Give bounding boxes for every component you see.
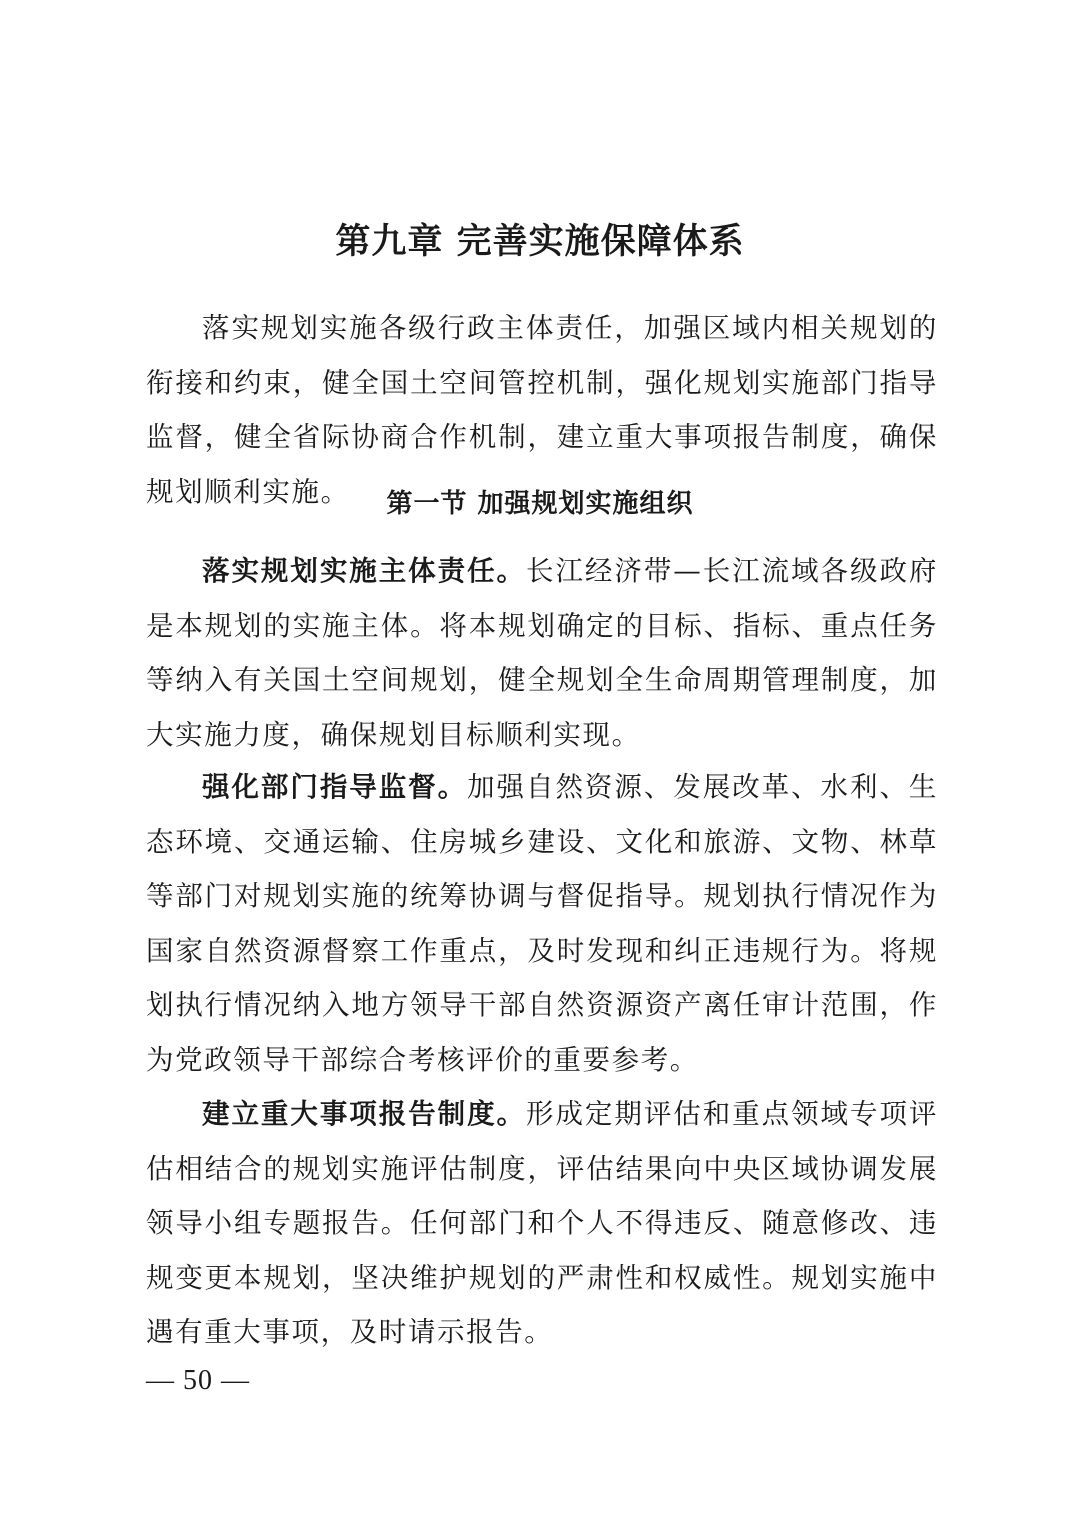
- paragraph-text: 形成定期评估和重点领域专项评估相结合的规划实施评估制度，评估结果向中央区域协调发展领导小组专题报告。任何部门和个人不得违反、随意修改、违规变更本规划，坚决维护规划的严肃性和权威性。规划实施中遇有重大事项，及时请示报告。: [146, 1098, 938, 1348]
- paragraph-lead: 强化部门指导监督。: [202, 771, 468, 803]
- chapter-intro-paragraph: 落实规划实施各级行政主体责任，加强区域内相关规划的衔接和约束，健全国土空间管控机制，强化规划实施部门指导监督，健全省际协商合作机制，建立重大事项报告制度，确保规划顺利实施。: [146, 312, 938, 508]
- chapter-title: 第九章 完善实施保障体系: [335, 221, 745, 262]
- paragraph-lead: 落实规划实施主体责任。: [202, 555, 526, 587]
- paragraph-department-supervision: [146, 760, 938, 1087]
- paragraph-lead: 建立重大事项报告制度。: [202, 1098, 526, 1130]
- section-title: 第一节 加强规划实施组织: [386, 489, 694, 519]
- page-number: — 50 —: [146, 1365, 250, 1396]
- paragraph-text: 长江经济带—长江流域各级政府是本规划的实施主体。将本规划确定的目标、指标、重点任务等纳入有关国土空间规划，健全规划全生命周期管理制度，加大实施力度，确保规划目标顺利实现。: [146, 555, 938, 751]
- paragraph-text: 加强自然资源、发展改革、水利、生态环境、交通运输、住房城乡建设、文化和旅游、文物、林草等部门对规划实施的统筹协调与督促指导。规划执行情况作为国家自然资源督察工作重点，及时发现和纠正违规行为。将规划执行情况纳入地方领导干部自然资源资产离任审计范围，作为党政领导干部综合考核评价的重要参考。: [146, 771, 938, 1076]
- paragraph-implementation-responsibility: [146, 544, 938, 762]
- paragraph-major-matters-reporting: [146, 1087, 938, 1360]
